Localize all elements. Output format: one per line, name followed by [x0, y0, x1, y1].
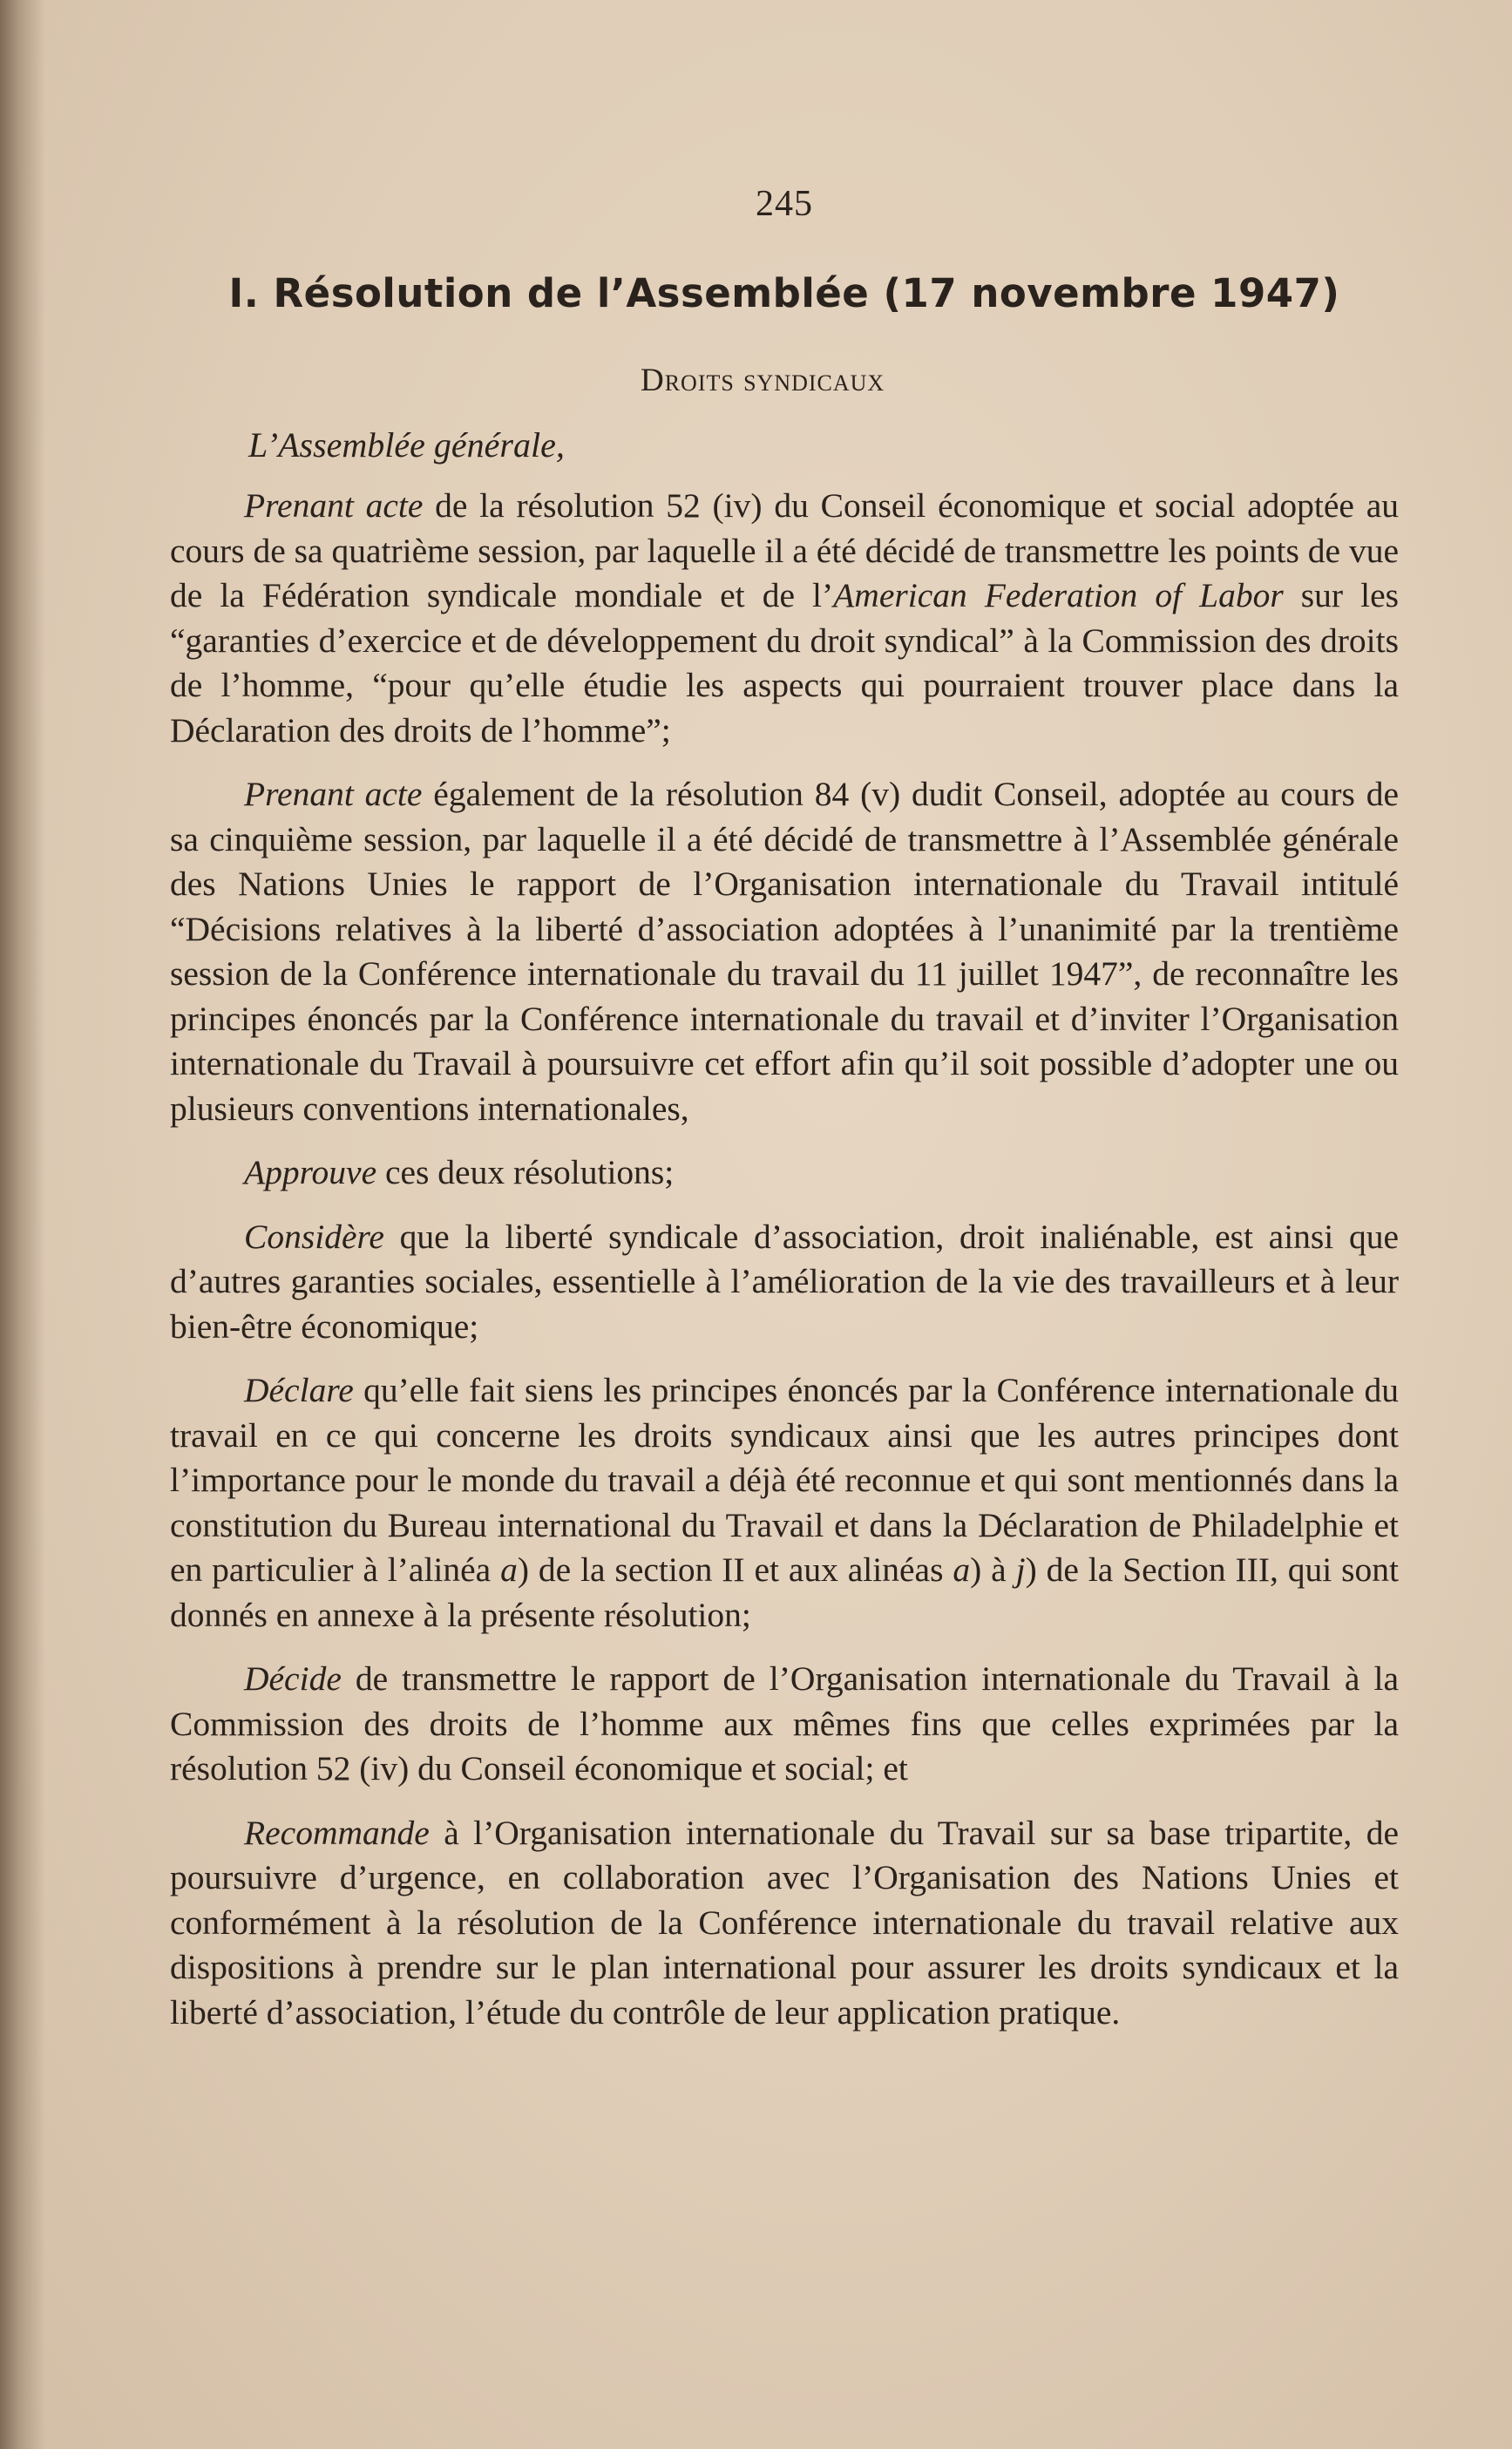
resolution-title: I. Résolution de l’Assemblée (17 novembre 1947): [228, 270, 1340, 316]
paragraph-lead: Déclare: [244, 1371, 354, 1409]
paragraph-text: qu’elle fait siens les principes énoncés par la Conférence internationale du travail en ce qui concerne les droits syndicaux ainsi que les autres principes dont l’importance pour le monde du travail a déjà été reconnue et qui sont mentionnés dans la constitution du Bureau international du Travail et dans la Déclaration de Philadelphie et en particulier à l’alinéa: [170, 1371, 1399, 1589]
paragraph-text-continued: ) de la section II et aux alinéas: [517, 1550, 953, 1589]
paragraph-lead: Approuve: [244, 1153, 377, 1191]
paragraph-prenant-acte-2: [170, 772, 1399, 1131]
paragraph-lead: Prenant acte: [244, 775, 423, 813]
paragraph-text: que la liberté syndicale d’association, droit inaliénable, est ainsi que d’autres garanties sociales, essentielle à l’amélioration de la vie des travailleurs et à leur bien-être économique;: [170, 1217, 1399, 1346]
paragraph-declare: [170, 1368, 1399, 1638]
alinea-letter: a: [500, 1550, 518, 1589]
paragraph-italic-name: American Federation of Labor: [833, 576, 1284, 614]
resolution-body: [170, 484, 1399, 2054]
paragraph-approuve: [170, 1150, 1399, 1196]
page-number: 245: [756, 184, 813, 224]
paragraph-text-continued: sur les “garanties d’exercice et de développement du droit syndical” à la Commission des droits de l’homme, “pour qu’elle étudie les aspects qui pourraient trouver place dans la Déclaration des droits de l’homme”;: [170, 576, 1399, 750]
paragraph-text-continued: ) à: [970, 1550, 1016, 1589]
paragraph-text: de transmettre le rapport de l’Organisation internationale du Travail à la Commission des droits de l’homme aux mêmes fins que celles exprimées par la résolution 52 (iv) du Conseil économique et social; et: [170, 1659, 1399, 1788]
paragraph-decide: [170, 1657, 1399, 1792]
paragraph-text: à l’Organisation internationale du Travail sur sa base tripartite, de poursuivre d’urgence, en collaboration avec l’Organisation des Nations Unies et conformément à la résolution de la Conférence internationale du travail relative aux dispositions à prendre sur le plan international pour assurer les droits syndicaux et la liberté d’association, l’étude du contrôle de leur application pratique.: [170, 1813, 1399, 2032]
paragraph-lead: Considère: [244, 1217, 384, 1256]
alinea-letter: j: [1015, 1550, 1026, 1589]
alinea-letter: a: [953, 1550, 971, 1589]
paragraph-lead: Prenant acte: [244, 486, 424, 525]
paragraph-text-continued: ) de la Section III, qui sont donnés en annexe à la présente résolution;: [170, 1550, 1399, 1634]
addressee: L’Assemblée générale,: [248, 425, 565, 465]
paragraph-text: de la résolution 52 (iv) du Conseil économique et social adoptée au cours de sa quatrième session, par laquelle il a été décidé de transmettre les points de vue de la Fédération syndicale mondiale et de l’: [170, 486, 1399, 614]
paragraph-prenant-acte-1: [170, 484, 1399, 753]
paragraph-considere: [170, 1215, 1399, 1350]
book-gutter-shadow: [0, 0, 45, 2449]
paragraph-text: également de la résolution 84 (v) dudit Conseil, adoptée au cours de sa cinquième session, par laquelle il a été décidé de transmettre à l’Assemblée générale des Nations Unies le rapport de l’Organisation internationale du Travail intitulé “Décisions relatives à la liberté d’association adoptées à l’unanimité par la trentième session de la Conférence internationale du travail du 11 juillet 1947”, de reconnaître les principes énoncés par la Conférence internationale du travail et d’inviter l’Organisation internationale du Travail à poursuivre cet effort afin qu’il soit possible d’adopter une ou plusieurs conventions internationales,: [170, 775, 1399, 1128]
paragraph-lead: Recommande: [244, 1813, 430, 1852]
section-subtitle: Droits syndicaux: [641, 363, 885, 398]
paragraph-recommande: [170, 1811, 1399, 2036]
paragraph-text: ces deux résolutions;: [376, 1153, 675, 1191]
paragraph-lead: Décide: [244, 1659, 342, 1698]
